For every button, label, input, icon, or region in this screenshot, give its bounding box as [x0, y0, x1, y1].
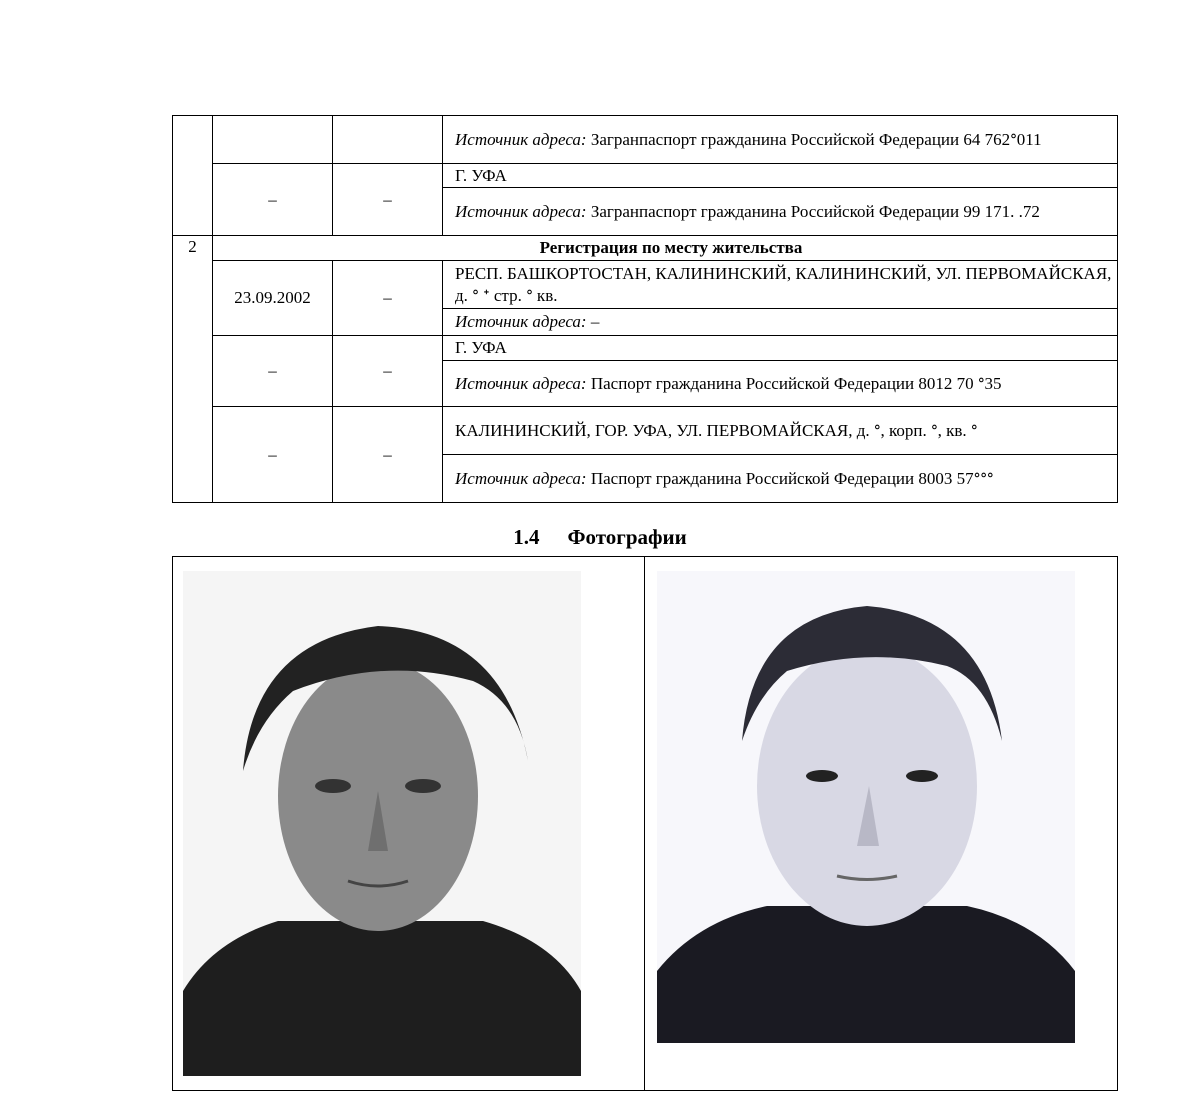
- end-date-cell: –: [333, 164, 443, 236]
- section-header: Регистрация по месту жительства: [213, 236, 1118, 261]
- photo-cell: [173, 557, 645, 1091]
- section-heading: [0, 525, 1200, 550]
- date-cell: 23.09.2002: [213, 261, 333, 336]
- photo-cell: [645, 557, 1118, 1091]
- address-cell: Г. УФА: [443, 164, 1118, 188]
- source-label: Источник адреса:: [455, 373, 587, 393]
- date-cell: –: [213, 164, 333, 236]
- section-title: Фотографии: [567, 525, 687, 549]
- source-value: –: [590, 312, 600, 331]
- source-label: Источник адреса:: [455, 312, 587, 331]
- address-cell: КАЛИНИНСКИЙ, ГОР. УФА, УЛ. ПЕРВОМАЙСКАЯ, д. ᐤ, корп. ᐤ, кв. ᐤ: [443, 407, 1118, 455]
- date-cell: –: [213, 407, 333, 503]
- source-label: Источник адреса:: [455, 201, 587, 221]
- address-cell: Г. УФА: [443, 336, 1118, 361]
- source-value: Загранпаспорт гражданина Российской Федерации 99 171. .72: [590, 201, 1040, 221]
- source-value: Паспорт гражданина Российской Федерации 8012 70 ᐤ35: [590, 373, 1002, 393]
- end-date-cell: –: [333, 336, 443, 407]
- address-cell: РЕСП. БАШКОРТОСТАН, КАЛИНИНСКИЙ, КАЛИНИНСКИЙ, УЛ. ПЕРВОМАЙСКАЯ, д. ᐤ ᐩ стр. ᐤ кв.: [443, 261, 1118, 309]
- source-cell: [443, 116, 1118, 164]
- source-label: Источник адреса:: [455, 468, 587, 488]
- source-cell: [443, 455, 1118, 503]
- end-date-cell: [333, 116, 443, 164]
- date-cell: [213, 116, 333, 164]
- end-date-cell: –: [333, 261, 443, 336]
- portrait-photo: [183, 571, 581, 1076]
- source-cell: [443, 361, 1118, 407]
- source-value: Паспорт гражданина Российской Федерации 8003 57ᐤᐤᐤ: [590, 468, 994, 488]
- end-date-cell: –: [333, 407, 443, 503]
- row-number-cell: 2: [173, 236, 213, 503]
- source-label: Источник адреса:: [455, 129, 587, 149]
- row-number-cell: [173, 116, 213, 236]
- address-table: [172, 115, 1118, 503]
- source-value: Загранпаспорт гражданина Российской Федерации 64 762ᐤ011: [590, 129, 1042, 149]
- section-number: 1.4: [513, 525, 540, 549]
- source-cell: [443, 188, 1118, 236]
- date-cell: –: [213, 336, 333, 407]
- portrait-photo: [657, 571, 1075, 1043]
- source-cell: [443, 309, 1118, 336]
- photos-table: [172, 556, 1118, 1091]
